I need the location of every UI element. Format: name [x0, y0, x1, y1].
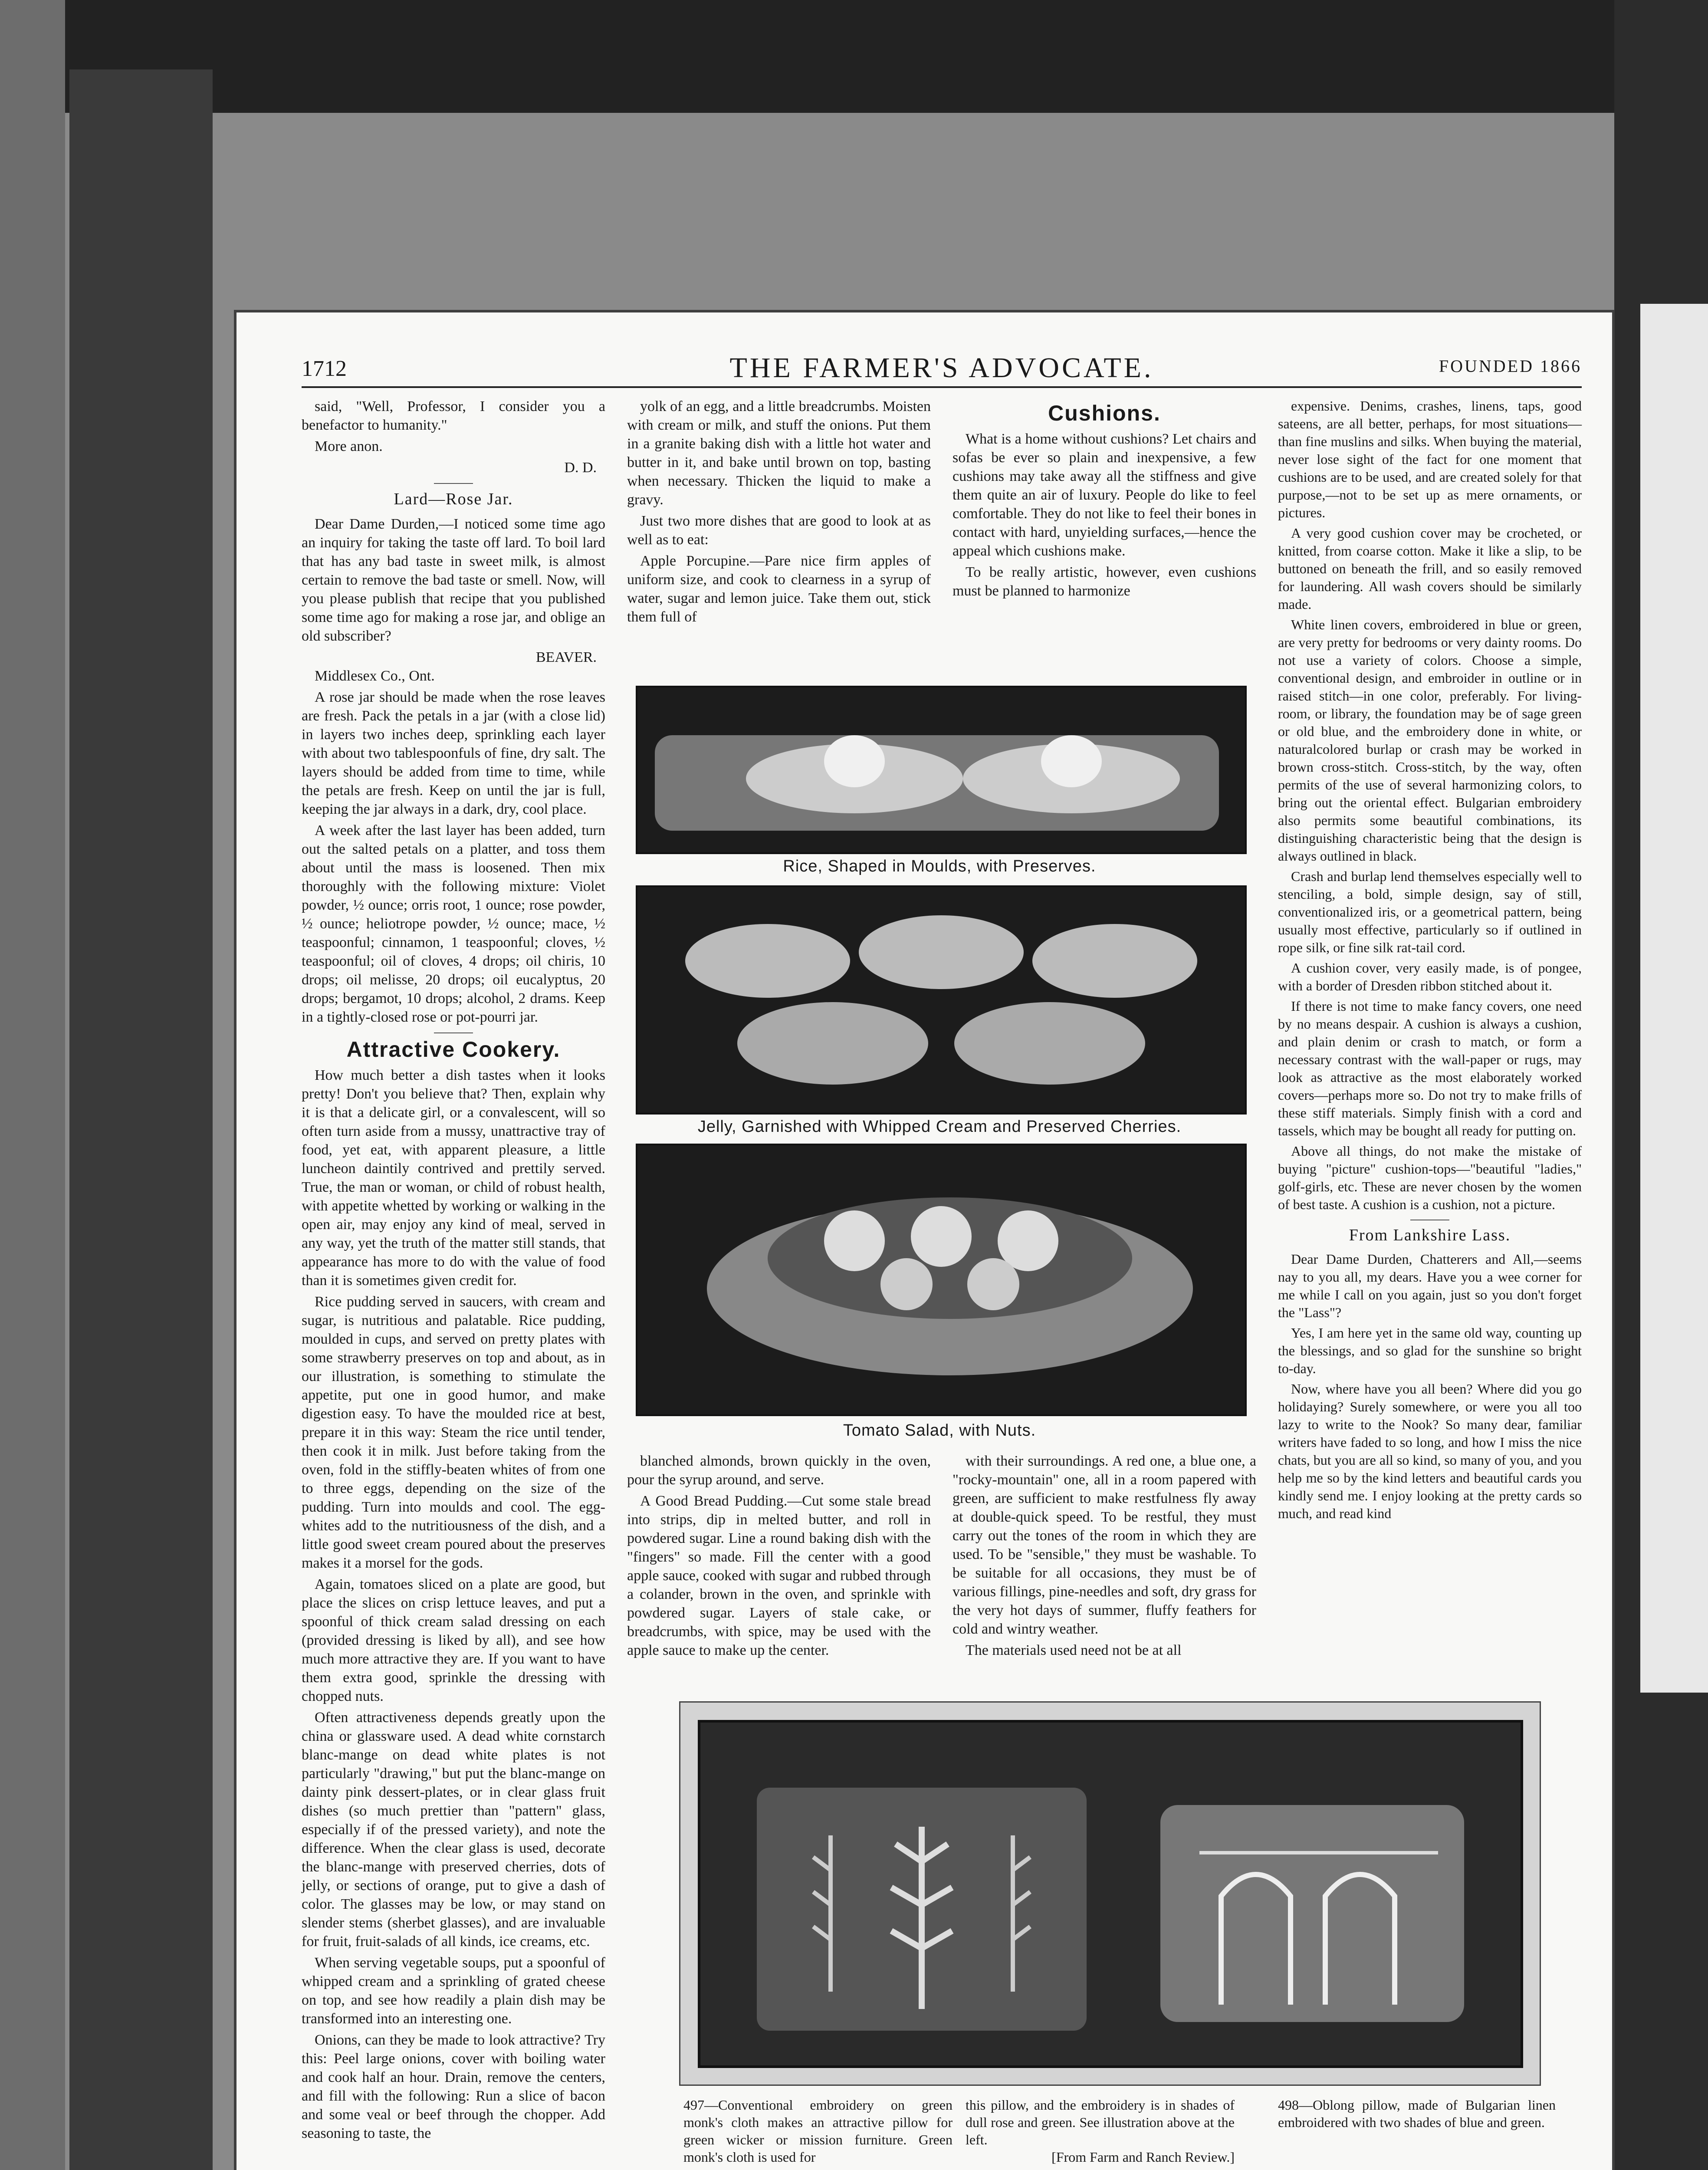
jelly-photo [636, 885, 1247, 1115]
scan-border-top [0, 0, 1708, 113]
paragraph: Often attractiveness depends greatly upon the china or glassware used. A dead white cornstarch blanc-mange on dead white plates is not particularly "drawing," but put the blanc-mange on dainty pink dessert-plates, or in clear glass fruit dishes (so much prettier than "pattern" glass, especially if of the pressed variety), and note the difference. When the clear glass is used, decorate the blanc-mange with preserved cherries, dots of jelly, or sections of orange, put to give a dash of color. The glasses may be low, or may stand on slender stems (sherbet glasses), and are invaluable for fruit, fruit-salads of all kinds, ice creams, etc. [302, 1710, 605, 1950]
jelly-caption: Jelly, Garnished with Whipped Cream and Preserved Cherries. [697, 1118, 1182, 1136]
caption-credit: [From Farm and Ranch Review.] [1051, 2149, 1235, 2165]
paragraph: What is a home without cushions? Let chairs and sofas be ever so plain and inexpensive, a few cushions may take away all the stiffness and give them quite an air of luxury. People do like to feel comfortable. They do not like to feel their bones in contact with hard, unyielding surfaces,—hence the appeal which cushions make. [953, 431, 1256, 559]
tomato-photo [636, 1144, 1247, 1416]
cushions-illustration [700, 1723, 1521, 2065]
paragraph: A very good cushion cover may be crocheted, or knitted, from coarse cotton. Make it like a slip, to be buttoned on beneath the frill, and so easily removed for laundering. All wash covers should be similarly made. [1278, 525, 1582, 612]
column-1 [302, 397, 605, 2145]
paragraph: When serving vegetable soups, put a spoonful of whipped cream and a sprinkling of grated cheese on top, and see how readily a plain dish may be transformed into an interesting one. [302, 1955, 605, 2027]
paragraph: Crash and burlap lend themselves especially well to stenciling, a bold, simple design, say of still, conventionalized iris, or a geometrical pattern, being usually most effective, particularly so if outlined in rope silk, or fine silk rat-tail cord. [1278, 868, 1582, 955]
column-2-top [627, 397, 931, 629]
paragraph: Dear Dame Durden, Chatterers and All,—seems nay to you all, my dears. Have you a wee corner for me while I call on you again, just so you don't forget the "Lass"? [1278, 1251, 1582, 1320]
paragraph: Apple Porcupine.—Pare nice firm apples of uniform size, and cook to clearness in a syrup of water, sugar and lemon juice. Take them out, stick them full of [627, 553, 931, 625]
column-3-top [953, 397, 1256, 603]
paragraph: If there is not time to make fancy covers, one need by no means despair. A cushion is always a cushion, and plain denim or crash to match, or form a necessary contrast with the wall-paper or rugs, may look as attractive as the most elaborately worked covers—perhaps more so. Do not try to make frills of these stiff materials. Simply finish with a cord and tassels, which may be bought all ready for putting on. [1278, 998, 1582, 1138]
column-2-bottom [627, 1452, 931, 1662]
paragraph: A week after the last layer has been added, turn out the salted petals on a platter, and toss them about until the mass is loosened. Then mix thoroughly with the following mixture: Violet powder, ½ ounce; orris root, 1 ounce; rose powder, ½ ounce; heliotrope powder, ½ ounce; mace, ½ teaspoonful; cinnamon, 1 teaspoonful; cloves, ½ teaspoonful; oil of cloves, 4 drops; oil chiris, 10 drops; oil melisse, 20 drops; oil eucalyptus, 20 drops; bergamot, 10 drops; alcohol, 2 drams. Keep in a tightly-closed rose or pot-pourri jar. [302, 822, 605, 1025]
caption-continued [966, 2096, 1235, 2166]
paragraph: A cushion cover, very easily made, is of pongee, with a border of Dresden ribbon stitched about it. [1278, 960, 1582, 993]
column-3-bottom [953, 1452, 1256, 1662]
founded-label: FOUNDED 1866 [1439, 356, 1582, 376]
paragraph: Just two more dishes that are good to look at as well as to eat: [627, 513, 931, 548]
paragraph: Onions, can they be made to look attractive? Try this: Peel large onions, cover with boiling water and cook half an hour. Drain, remove the centers, and fill with the following: Run a slice of bacon and some veal or beef through the chopper. Add seasoning to taste, the [302, 2032, 605, 2141]
paragraph: Dear Dame Durden,—I noticed some time ago an inquiry for taking the taste off lard. To boil lard that has any bad taste in sweet milk, is almost certain to remove the bad taste or smell. Now, will you please publish that recipe that you published some time ago for making a rose jar, and oblige an old subscriber? [302, 516, 605, 644]
cushion-photo [698, 1720, 1523, 2068]
publication-title: THE FARMER'S ADVOCATE. [729, 352, 1154, 384]
caption-498: 498—Oblong pillow, made of Bulgarian linen embroidered with two shades of blue and green. [1278, 2097, 1556, 2130]
paragraph: White linen covers, embroidered in blue or green, are very pretty for bedrooms or very dainty rooms. Do not use a variety of colors. Choose a simple, conventional design, and embroider in outline or in raised stitch—in one color, preferably. For living-room, or library, the foundation may be of sage green or old blue, and the embroidery done in white, or naturalcolored burlap or crash may be worked in brown cross-stitch. Cross-stitch, by the way, often permits of the use of several harmonizing colors, to bring out the oriental effect. Bulgarian embroidery also permits some beautiful combinations, its distinguishing characteristic being that the design is always outlined in black. [1278, 617, 1582, 864]
paragraph: Yes, I am here yet in the same old way, counting up the blessings, and so glad for the sunshine so bright to-day. [1278, 1325, 1582, 1376]
jelly-illustration [637, 887, 1245, 1113]
scan-border-left [0, 0, 65, 2170]
paragraph: with their surroundings. A red one, a blue one, a "rocky-mountain" one, all in a room papered with green, are sufficient to make restfulness fly away at double-quick speed. To be restful, they must carry out the tones of the room in which they are used. To be "sensible," they must be washable. To be suitable for all occasions, they must be of various fillings, pine-needles and soft, dry grass for the very hot days of summer, fluffy feathers for cold and wintry weather. [953, 1453, 1256, 1637]
signature: D. D. [564, 460, 597, 476]
paragraph: Again, tomatoes sliced on a plate are good, but place the slices on crisp lettuce leaves, and put a spoonful of thick cream salad dressing on each (provided dressing is liked by all), and see how much more attractive they are. If you want to have them extra good, sprinkle the dressing with chopped nuts. [302, 1576, 605, 1704]
paragraph: Above all things, do not make the mistake of buying "picture" cushion-tops—"beautiful "ladies," golf-girls, etc. These are never chosen by the women of best taste. A cushion is a cushion, not a picture. [1278, 1143, 1582, 1212]
cookery-heading: Attractive Cookery. [346, 1037, 561, 1062]
rice-photo [636, 686, 1247, 854]
signature: BEAVER. [535, 649, 597, 665]
lard-heading: Lard—Rose Jar. [394, 490, 513, 508]
paragraph: Rice pudding served in saucers, with cream and sugar, is nutritious and palatable. Rice pudding, moulded in cups, and served on pretty plates with some strawberry preserves on top and about, as in our illustration, is something to stimulate the appetite, put one in good humor, and make digestion easy. To have the moulded rice at best, prepare it in this way: Steam the rice until tender, then cook it in milk. Just before taking from the oven, fold in the stiffly-beaten whites of from one to three eggs, depending on the size of the pudding. Turn into moulds and cool. The egg-whites add to the nutritiousness of the dish, and a little good sweet cream poured about the preserves makes it a morsel for the gods. [302, 1294, 605, 1571]
paragraph: More anon. [315, 438, 383, 454]
paragraph: expensive. Denims, crashes, linens, taps, good sateens, are all better, perhaps, for most situations—than fine muslins and silks. When buying the material, never lose sight of the fact for one moment that cushions are to be used, and are created solely for that purpose,—not to be set up as mere ornaments, or pictures. [1278, 398, 1582, 520]
divider [434, 1032, 473, 1033]
rice-illustration [637, 687, 1245, 852]
rice-caption: Rice, Shaped in Moulds, with Preserves. [783, 857, 1096, 875]
tomato-caption: Tomato Salad, with Nuts. [843, 1421, 1036, 1440]
divider [434, 483, 473, 484]
newspaper-page [236, 312, 1612, 2170]
paragraph: blanched almonds, brown quickly in the oven, pour the syrup around, and serve. [627, 1453, 931, 1488]
scan-shadow [69, 69, 213, 2170]
paragraph: The materials used need not be at all [966, 1642, 1182, 1658]
paragraph: said, "Well, Professor, I consider you a benefactor to humanity." [302, 398, 605, 433]
paragraph: Now, where have you all been? Where did you go holidaying? Surely somewhere, or were you all too lazy to write to the Nook? So many dear, familiar writers have faded to so long, and how I miss the nice chats, but you are all so kind, so many of you, and you help me so by the kind letters and beautiful cards you kindly send me. I enjoy looking at the pretty cards so much, and read kind [1278, 1381, 1582, 1521]
cushion-illustration-frame [679, 1701, 1541, 2086]
page-header [302, 347, 1582, 386]
paragraph: yolk of an egg, and a little breadcrumbs. Moisten with cream or milk, and stuff the onions. Put them in a granite baking dish with a little hot water and butter in it, and bake until brown on top, basting when necessary. Thicken the liquid to make a gravy. [627, 398, 931, 508]
cushions-heading: Cushions. [1048, 401, 1161, 425]
location: Middlesex Co., Ont. [315, 668, 435, 684]
caption-497: 497—Conventional embroidery on green monk's cloth makes an attractive pillow for green wicker or mission furniture. Green monk's cloth is used for [683, 2097, 953, 2165]
paragraph: How much better a dish tastes when it looks pretty! Don't you believe that? Then, explain why it is that a delicate girl, or a convalescent, will so often turn aside from a mussy, unattractive tray of food, yet eat, with apparent pleasure, a little luncheon daintily contrived and prettily served. True, the man or woman, or child of robust health, with appetite whetted by working or walking in the open air, may enjoy any kind of meal, served in any way, yet the truth of the matter still stands, that appearance has more to do with the value of food than it is sometimes given credit for. [302, 1067, 605, 1289]
tomato-illustration [637, 1145, 1245, 1414]
paragraph: A rose jar should be made when the rose leaves are fresh. Pack the petals in a jar (with a close lid) in layers two inches deep, sprinkling each layer with about two tablespoonfuls of fine, dry salt. The layers should be added from time to time, while the petals are fresh. Keep on until the jar is full, keeping the jar always in a dark, dry, cool place. [302, 689, 605, 817]
page-number: 1712 [302, 356, 347, 381]
lass-heading: From Lankshire Lass. [1349, 1226, 1511, 1244]
paragraph: To be really artistic, however, even cushions must be planned to harmonize [953, 564, 1256, 599]
column-4 [1278, 397, 1582, 1525]
adjacent-page-edge [1640, 304, 1708, 1693]
paragraph: A Good Bread Pudding.—Cut some stale bread into strips, dip in melted butter, and roll in powdered sugar. Line a round baking dish with the "fingers" so made. Fill the center with a good apple sauce, cooked with sugar and rubbed through a colander, brown in the oven, and sprinkle with powdered sugar. Layers of stale cake, or breadcrumbs, with spice, may be used with the apple sauce to make up the center. [627, 1493, 931, 1658]
header-rule [302, 386, 1582, 388]
caption-text: this pillow, and the embroidery is in shades of dull rose and green. See illustration above at the left. [966, 2097, 1235, 2147]
